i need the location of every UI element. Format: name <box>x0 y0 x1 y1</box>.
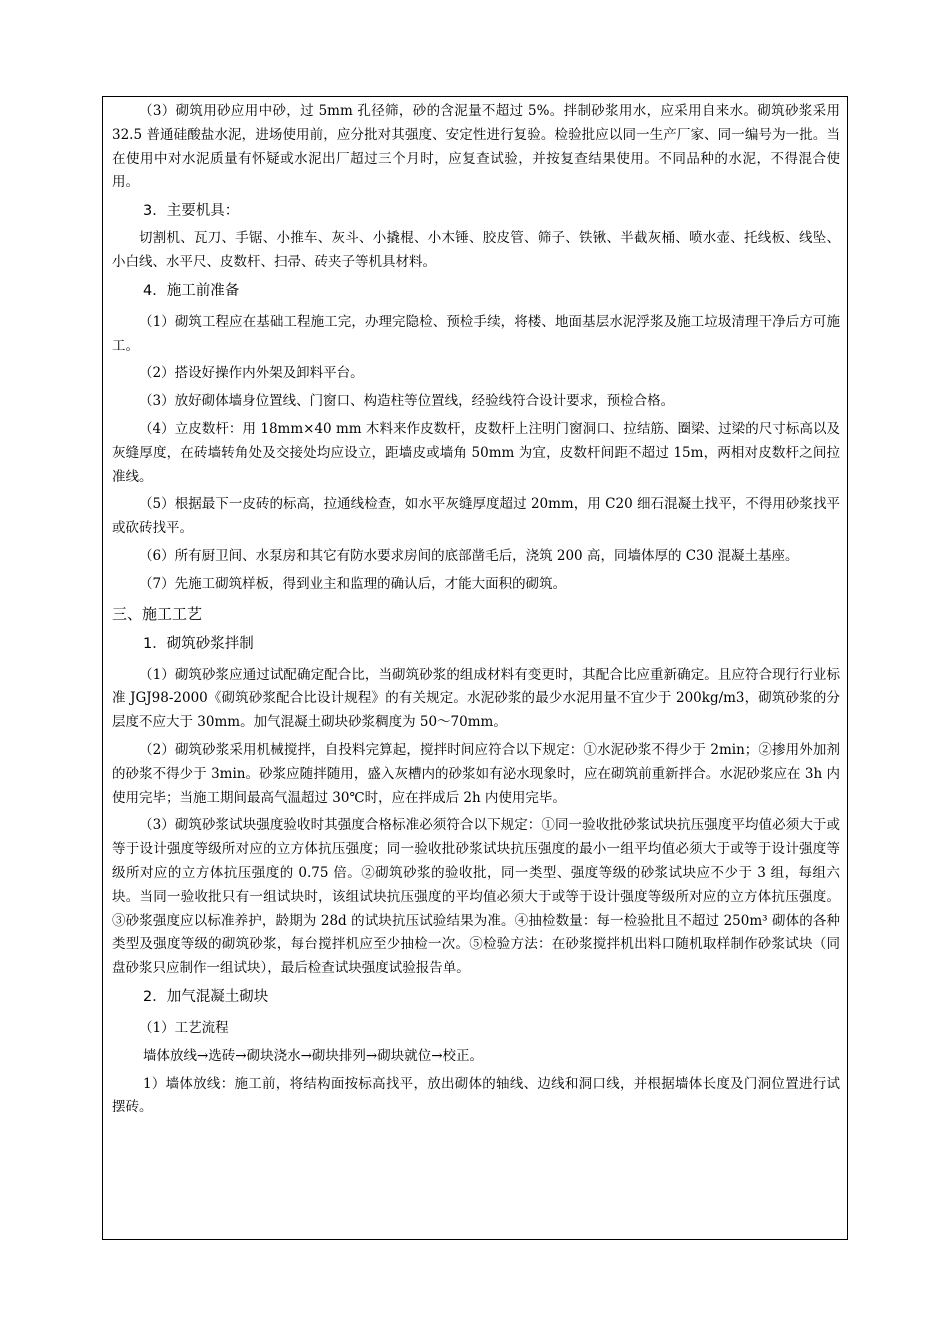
heading-aerated-block: 2．加气混凝土砌块 <box>143 988 269 1005</box>
prep-item: （2）搭设好操作内外架及卸料平台。 <box>139 365 364 382</box>
mortar-item: （2）砌筑砂浆采用机械搅拌，自投料完算起，搅拌时间应符合以下规定：①水泥砂浆不得少于 2min；②掺用外加剂的砂浆不得少于 3min。砂浆应随拌随用，盛入灰槽内的砂浆如有泌水现象时，应在砌筑前重新拌合。水泥砂浆应在 3h 内使用完毕；当施工期间最高气温超过 30℃时，应在拌成后 2h 内使用完毕。 <box>112 741 840 806</box>
document-body <box>112 100 840 1120</box>
mortar-item: （3）砌筑砂浆试块强度验收时其强度合格标准必须符合以下规定：①同一验收批砂浆试块抗压强度平均值必须大于或等于设计强度等级所对应的立方体抗压强度；同一验收批砂浆试块抗压强度的最小一组平均值必须大于或等于设计强度等级所对应的立方体抗压强度的 0.75 倍。②砌筑砂浆的验收批，同一类型、强度等级的砂浆试块应不少于 3 组，每组六块。当同一验收批只有一组试块时，该组试块抗压强度的平均值必须大于或等于设计强度等级所对应的立方体抗压强度。③砂浆强度应以标准养护，龄期为 28d 的试块抗压试验结果为准。④抽检数量：每一检验批且不超过 250m³ 砌体的各种类型及强度等级的砌筑砂浆，每台搅拌机应至少抽检一次。⑤检验方法：在砂浆搅拌机出料口随机取样制作砂浆试块（同盘砂浆只应制作一组试块），最后检查试块强度试验报告单。 <box>112 817 840 977</box>
heading-preparation: 4．施工前准备 <box>143 282 240 299</box>
heading-construction-process: 三、施工工艺 <box>112 604 203 623</box>
flow-title: （1）工艺流程 <box>139 1019 229 1036</box>
heading-mortar-mixing: 1．砌筑砂浆拌制 <box>143 635 254 652</box>
paragraph-sand-cement: （3）砌筑用砂应用中砂，过 5mm 孔径筛，砂的含泥量不超过 5%。拌制砂浆用水，应采用自来水。砌筑砂浆采用 32.5 普通硅酸盐水泥，进场使用前，应分批对其强度、安定性进行复验。检验批应以同一生产厂家、同一编号为一批。当在使用中对水泥质量有怀疑或水泥出厂超过三个月时，应复查试验，并按复查结果使用。不同品种的水泥，不得混合使用。 <box>112 103 840 191</box>
heading-tools: 3．主要机具： <box>143 203 240 220</box>
step-wall-layout: 1）墙体放线：施工前，将结构面按标高找平，放出砌体的轴线、边线和洞口线，并根据墙体长度及门洞位置进行试摆砖。 <box>112 1075 840 1116</box>
flow-steps: 墙体放线→选砖→砌块浇水→砌块排列→砌块就位→校正。 <box>143 1047 484 1064</box>
prep-item: （1）砌筑工程应在基础工程施工完，办理完隐检、预检手续，将楼、地面基层水泥浮浆及施工垃圾清理干净后方可施工。 <box>112 313 840 354</box>
prep-item: （3）放好砌体墙身位置线、门窗口、构造柱等位置线，经验线符合设计要求，预检合格。 <box>139 393 675 410</box>
prep-item: （7）先施工砌筑样板，得到业主和监理的确认后，才能大面积的砌筑。 <box>139 575 567 592</box>
prep-item: （5）根据最下一皮砖的标高，拉通线检查，如水平灰缝厚度超过 20mm，用 C20 细石混凝土找平，不得用砂浆找平或砍砖找平。 <box>112 496 840 537</box>
paragraph-tools: 切割机、瓦刀、手锯、小推车、灰斗、小撬棍、小木锤、胶皮管、筛子、铁锹、半截灰桶、喷水壶、托线板、线坠、小白线、水平尺、皮数杆、扫帚、砖夹子等机具材料。 <box>112 230 840 270</box>
prep-item: （6）所有厨卫间、水泵房和其它有防水要求房间的底部凿毛后，浇筑 200 高，同墙体厚的 C30 混凝土基座。 <box>139 547 799 564</box>
prep-item: （4）立皮数杆：用 18mm×40 mm 木料来作皮数杆，皮数杆上注明门窗洞口、拉结筋、圈梁、过梁的尺寸标高以及灰缝厚度，在砖墙转角处及交接处均应设立，距墙皮或墙角 50mm 为宜，皮数杆间距不超过 15m，两相对皮数杆之间拉准线。 <box>112 420 840 485</box>
mortar-item: （1）砌筑砂浆应通过试配确定配合比，当砌筑砂浆的组成材料有变更时，其配合比应重新确定。且应符合现行行业标准 JGJ98-2000《砌筑砂浆配合比设计规程》的有关规定。水泥砂浆的最少水泥用量不宜少于 200kg/m3，砌筑砂浆的分层度不应大于 30mm。加气混凝土砌块砂浆稠度为 50～70mm。 <box>112 666 840 731</box>
